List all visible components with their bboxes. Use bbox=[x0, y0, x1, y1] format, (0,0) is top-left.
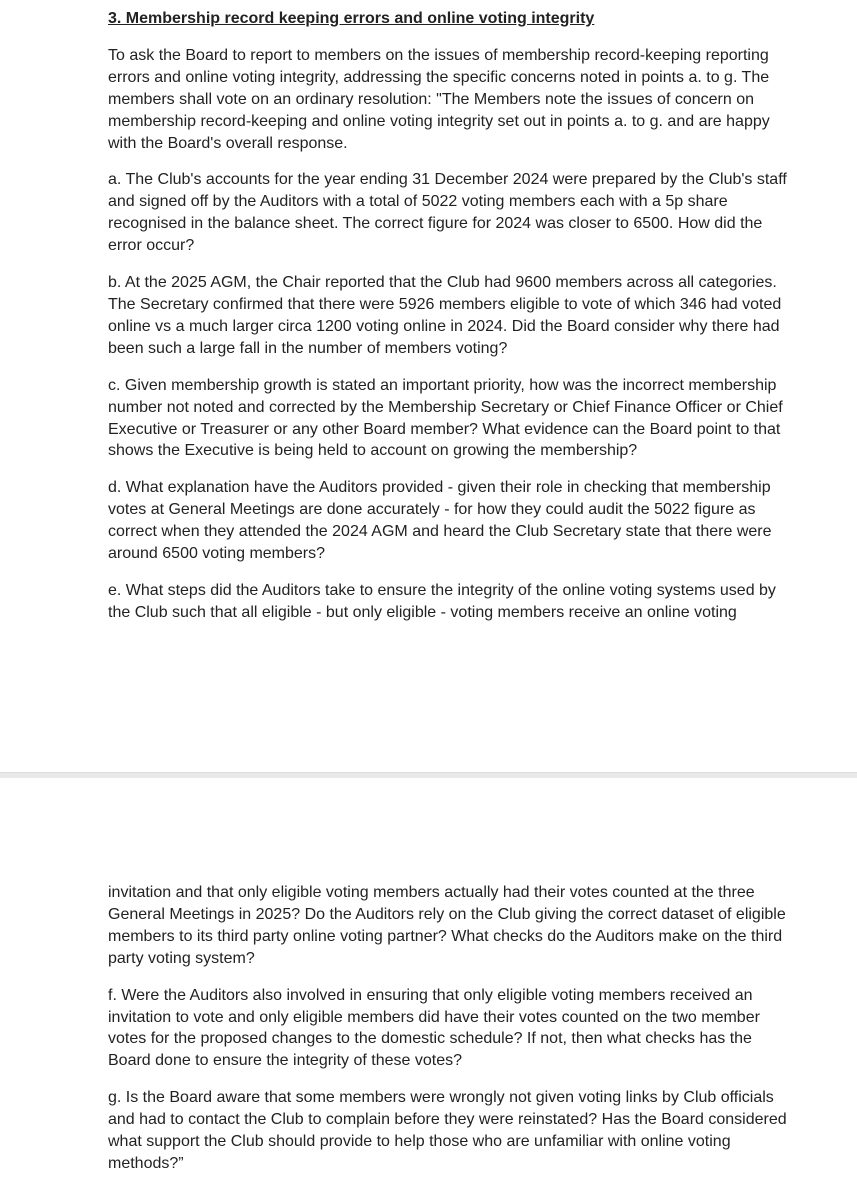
point-a: a. The Club's accounts for the year ending 31 December 2024 were prepared by the Club's staff and signed off by the Auditors with a total of 5022 voting members each with a 5p share recognised in the balance sheet. The correct figure for 2024 was closer to 6500. How did the error occur? bbox=[108, 171, 787, 255]
point-g: g. Is the Board aware that some members were wrongly not given voting links by Club officials and had to contact the Club to complain before they were reinstated? Has the Board considered what support the Club should provide to help those who are unfamiliar with online voting methods?” bbox=[108, 1089, 787, 1172]
intro-paragraph: To ask the Board to report to members on the issues of membership record-keeping reporting errors and online voting integrity, addressing the specific concerns noted in points a. to g. The members shall vote on an ordinary resolution: "The Members note the issues of concern on membership record-keeping and online voting integrity set out in points a. to g. and are happy with the Board's overall response. bbox=[108, 46, 770, 152]
point-e-part2: invitation and that only eligible voting members actually had their votes counted at the three General Meetings in 2025? Do the Auditors rely on the Club giving the correct dataset of eligible members to its third party online voting partner? What checks do the Auditors make on the third party voting system? bbox=[108, 884, 786, 967]
page-bottom bbox=[0, 778, 857, 1200]
section-heading: 3. Membership record keeping errors and online voting integrity bbox=[108, 10, 595, 27]
point-d: d. What explanation have the Auditors provided - given their role in checking that membership votes at General Meetings are done accurately - for how they could audit the 5022 figure as correct when they attended the 2024 AGM and heard the Club Secretary state that there were around 6500 voting members? bbox=[108, 479, 772, 563]
point-c: c. Given membership growth is stated an important priority, how was the incorrect membership number not noted and corrected by the Membership Secretary or Chief Finance Officer or Chief Executive or Treasurer or any other Board member? What evidence can the Board point to that shows the Executive is being held to account on growing the membership? bbox=[108, 376, 783, 460]
point-e-part1: e. What steps did the Auditors take to ensure the integrity of the online voting systems used by the Club such that all eligible - but only eligible - voting members receive an online voting bbox=[108, 581, 776, 621]
document-body-top bbox=[108, 8, 798, 639]
point-b: b. At the 2025 AGM, the Chair reported that the Club had 9600 members across all categories. The Secretary confirmed that there were 5926 members eligible to vote of which 346 had voted online vs a much larger circa 1200 voting online in 2024. Did the Board consider why there had been such a large fall in the number of members voting? bbox=[108, 274, 782, 357]
point-f: f. Were the Auditors also involved in ensuring that only eligible voting members received an invitation to vote and only eligible members did have their votes counted on the two member votes for the proposed changes to the domestic schedule? If not, then what checks has the Board done to ensure the integrity of these votes? bbox=[108, 986, 760, 1070]
document-body-bottom bbox=[108, 882, 798, 1190]
